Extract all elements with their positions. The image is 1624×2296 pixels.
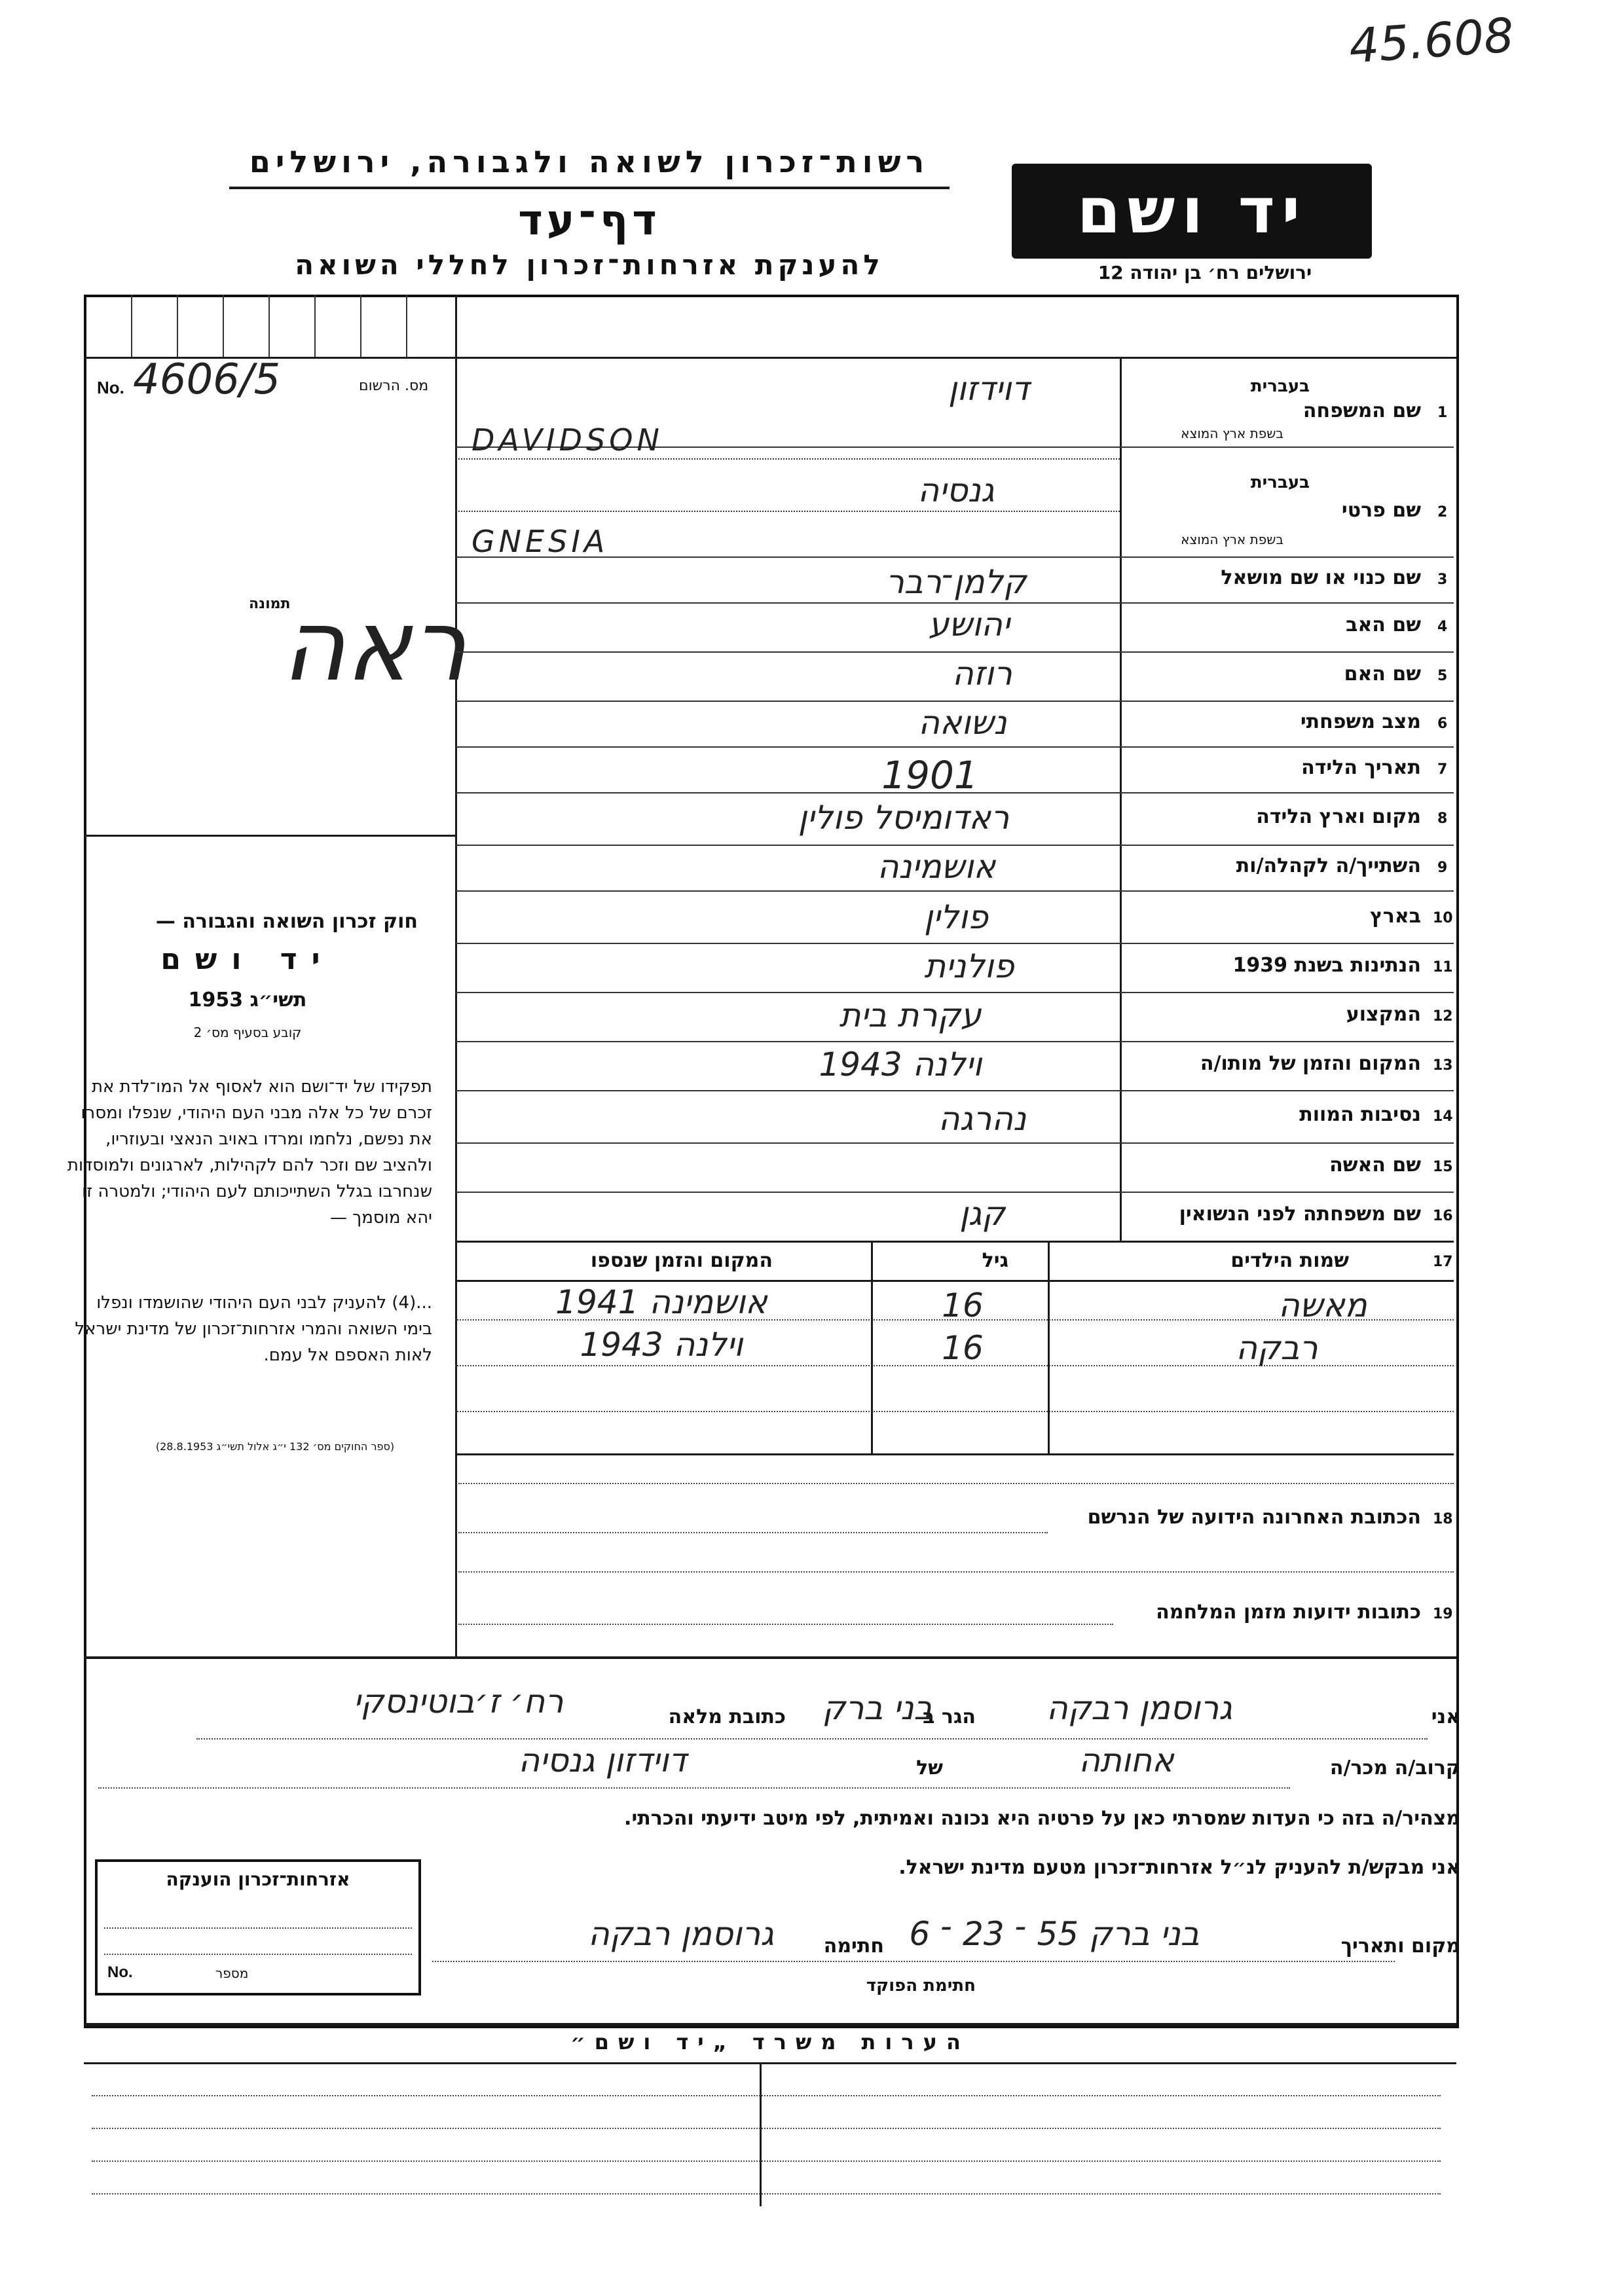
field-11-label: הנתינות בשנת 1939 [1232,954,1421,977]
field-2-sub-origin: בשפת ארץ המוצא [1181,532,1283,547]
children-col-place-time: המקום והזמן שנספו [590,1249,773,1272]
last-address-number: 18 [1433,1511,1453,1527]
field-4-value: יהושע [928,606,1010,644]
registration-number-label: מס. הרשום [359,378,429,394]
certificate-title: אזרחות־זכרון הוענקה [166,1868,350,1890]
field-13-label: המקום והזמן של מותו/ה [1200,1052,1421,1075]
field-12-value: עקרת בית [839,996,982,1034]
field-14-label: נסיבות המוות [1299,1103,1421,1126]
photo-handwritten: ראה [282,589,467,703]
field-14-value: נהרגה [938,1100,1027,1138]
declaration-address-label: כתובת מלאה [668,1705,786,1728]
field-2-value: גנסיה [917,471,995,509]
children-col-age: גיל [982,1249,1008,1272]
field-4-number: 4 [1437,619,1448,635]
field-10-value: פולין [923,898,989,936]
last-address-label: הכתובת האחרונה הידועה של הנרשם [1087,1506,1421,1529]
field-8-label: מקום וארץ הלידה [1256,805,1421,828]
authority-line: רשות־זכרון לשואה ולגבורה, ירושלים [249,144,930,179]
child-age: 16 [942,1286,984,1324]
address: ירושלים רח׳ בן יהודה 12 [1098,262,1312,283]
field-5-label: שם האם [1344,663,1421,685]
field-11-number: 11 [1433,959,1453,975]
declaration-relation: אחותה [1079,1741,1174,1779]
declaration-subject-name: דוידזון גנסיה [518,1741,687,1779]
children-number: 17 [1433,1254,1453,1270]
field-9-label: השתייך/ה לקהלה/ות [1236,854,1421,877]
field-10-label: בארץ [1369,905,1421,928]
field-10-number: 10 [1433,910,1453,926]
certificate-no-prefix: No. [107,1963,133,1981]
field-3-label: שם כנוי או שם מושאל [1221,566,1421,589]
child-age: 16 [942,1329,984,1367]
field-1-number: 1 [1437,405,1448,421]
declaration-address: רח׳ ז׳בוטינסקי [353,1683,564,1721]
field-14-number: 14 [1433,1108,1453,1125]
declaration-city: בני ברק [822,1689,933,1727]
law-year: תשי״ג 1953 [188,989,307,1011]
registration-number: 4606/5 [133,355,281,404]
child-name: מאשה [1278,1286,1367,1324]
child-place-time: אושמינה 1941 [555,1283,767,1321]
wartime-address-label: כתובות ידועות מזמן המלחמה [1156,1601,1421,1624]
official-signature-label: חתימת הפוקד [866,1976,976,1995]
field-7-value: 1901 [881,753,978,797]
field-8-number: 8 [1437,811,1448,827]
yad-vashem-logo [1012,164,1372,259]
field-1-value-latin: DAVIDSON [471,422,663,458]
declaration-relation-label: קרוב/ה מכר/ה [1329,1757,1460,1779]
law-text: תפקידו של יד־ושם הוא לאסוף אל המו־לדת את זכרם של כל אלה מבני העם היהודי, שנפלו ומסרו את נפשם, נלחמו ומרדו באויב הנאצי ובעוזריו, ולהציב שם וזכר להם לקהילות, לארגונים ולמוסדות שנחרבו בגלל השתייכותם לעם היהודי; ולמטרה זו יהא מוסמך — [67,1077,432,1228]
signature-value: גרוסמן רבקה [588,1915,774,1953]
field-16-number: 16 [1433,1208,1453,1224]
archive-number: 45.608 [1347,7,1516,74]
field-13-number: 13 [1433,1057,1453,1074]
declaration-name: גרוסמן רבקה [1046,1689,1232,1727]
children-col-names: שמות הילדים [1230,1249,1349,1272]
field-13-value: וילנה 1943 [819,1046,982,1084]
field-2-number: 2 [1437,504,1448,520]
logo-text: יד ושם [1077,174,1307,247]
field-2-value-latin: GNESIA [471,524,609,559]
place-date-label: מקום ותאריך [1340,1935,1460,1958]
field-2-label: שם פרטי [1341,499,1421,522]
declaration-of: של [916,1757,943,1779]
wartime-address-number: 19 [1433,1606,1453,1622]
place-date-value: בני ברק 55 ־ 23 ־ 6 [909,1915,1200,1953]
field-1-value: דוידזון [948,370,1029,408]
field-9-number: 9 [1437,860,1448,876]
field-5-number: 5 [1437,668,1448,684]
field-2-sub-hebrew: בעברית [1250,473,1310,492]
declaration-i: אני [1431,1705,1460,1728]
office-notes-title: הערות משרד „יד ושם״ [570,2030,970,2054]
field-16-value: קגן [959,1195,1005,1233]
field-12-number: 12 [1433,1008,1453,1025]
law-title: חוק זכרון השואה והגבורה — [155,910,418,933]
field-11-value: פולנית [924,947,1014,985]
registration-no-prefix: No. [97,378,124,397]
field-15-label: שם האשה [1329,1154,1421,1176]
field-4-label: שם האב [1346,613,1421,636]
law-name: יד ושם [160,943,335,976]
field-6-label: מצב משפחתי [1300,710,1421,733]
form-title: דף־עד [518,196,661,245]
field-7-number: 7 [1437,761,1448,778]
certificate-box [95,1859,421,1995]
field-8-value: ראדומיסל פולין [798,799,1010,837]
field-3-number: 3 [1437,572,1448,588]
registration-number-row [97,355,451,404]
field-6-value: נשואה [918,704,1007,742]
child-name: רבקה [1236,1329,1318,1367]
declaration-residing: הגר ב [923,1705,976,1728]
law-text-2: ...(4) להעניק לבני העם היהודי שהושמדו ונפלו בימי השואה והמרי אזרחות־זכרון של מדינת ישראל לאות האספם אל עמם. [75,1293,432,1365]
form-subtitle: להענקת אזרחות־זכרון לחללי השואה [295,249,884,281]
field-9-value: אושמינה [877,848,996,886]
field-3-value: קלמן־רבר [885,563,1027,601]
field-6-number: 6 [1437,716,1448,732]
signature-label: חתימה [823,1935,884,1958]
field-15-number: 15 [1433,1159,1453,1175]
declaration-statement: מצהיר/ה בזה כי העדות שמסרתי כאן על פרטיה היא נכונה ואמיתית, לפי מיטב ידיעתי והכרתי. [624,1807,1460,1830]
field-1-label: שם המשפחה [1302,399,1421,422]
field-12-label: המקצוע [1346,1003,1421,1026]
field-5-value: רוזה [952,655,1012,693]
certificate-number-label: מספר [215,1965,249,1981]
field-16-label: שם משפחתה לפני הנשואין [1179,1203,1421,1226]
declaration-request: אני מבקש/ת להעניק לנ״ל אזרחות־זכרון מטעם מדינת ישראל. [898,1856,1460,1879]
field-1-sub-hebrew: בעברית [1250,376,1310,396]
law-citation: (ספר החוקים מס׳ 132 י״ג אלול תשי״ג 28.8.1953) [155,1440,395,1453]
field-1-sub-origin: בשפת ארץ המוצא [1181,426,1283,441]
law-clause: קובע בסעיף מס׳ 2 [193,1025,302,1040]
field-7-label: תאריך הלידה [1301,756,1421,779]
child-place-time: וילנה 1943 [580,1326,743,1364]
photo-label: תמונה [249,596,291,612]
